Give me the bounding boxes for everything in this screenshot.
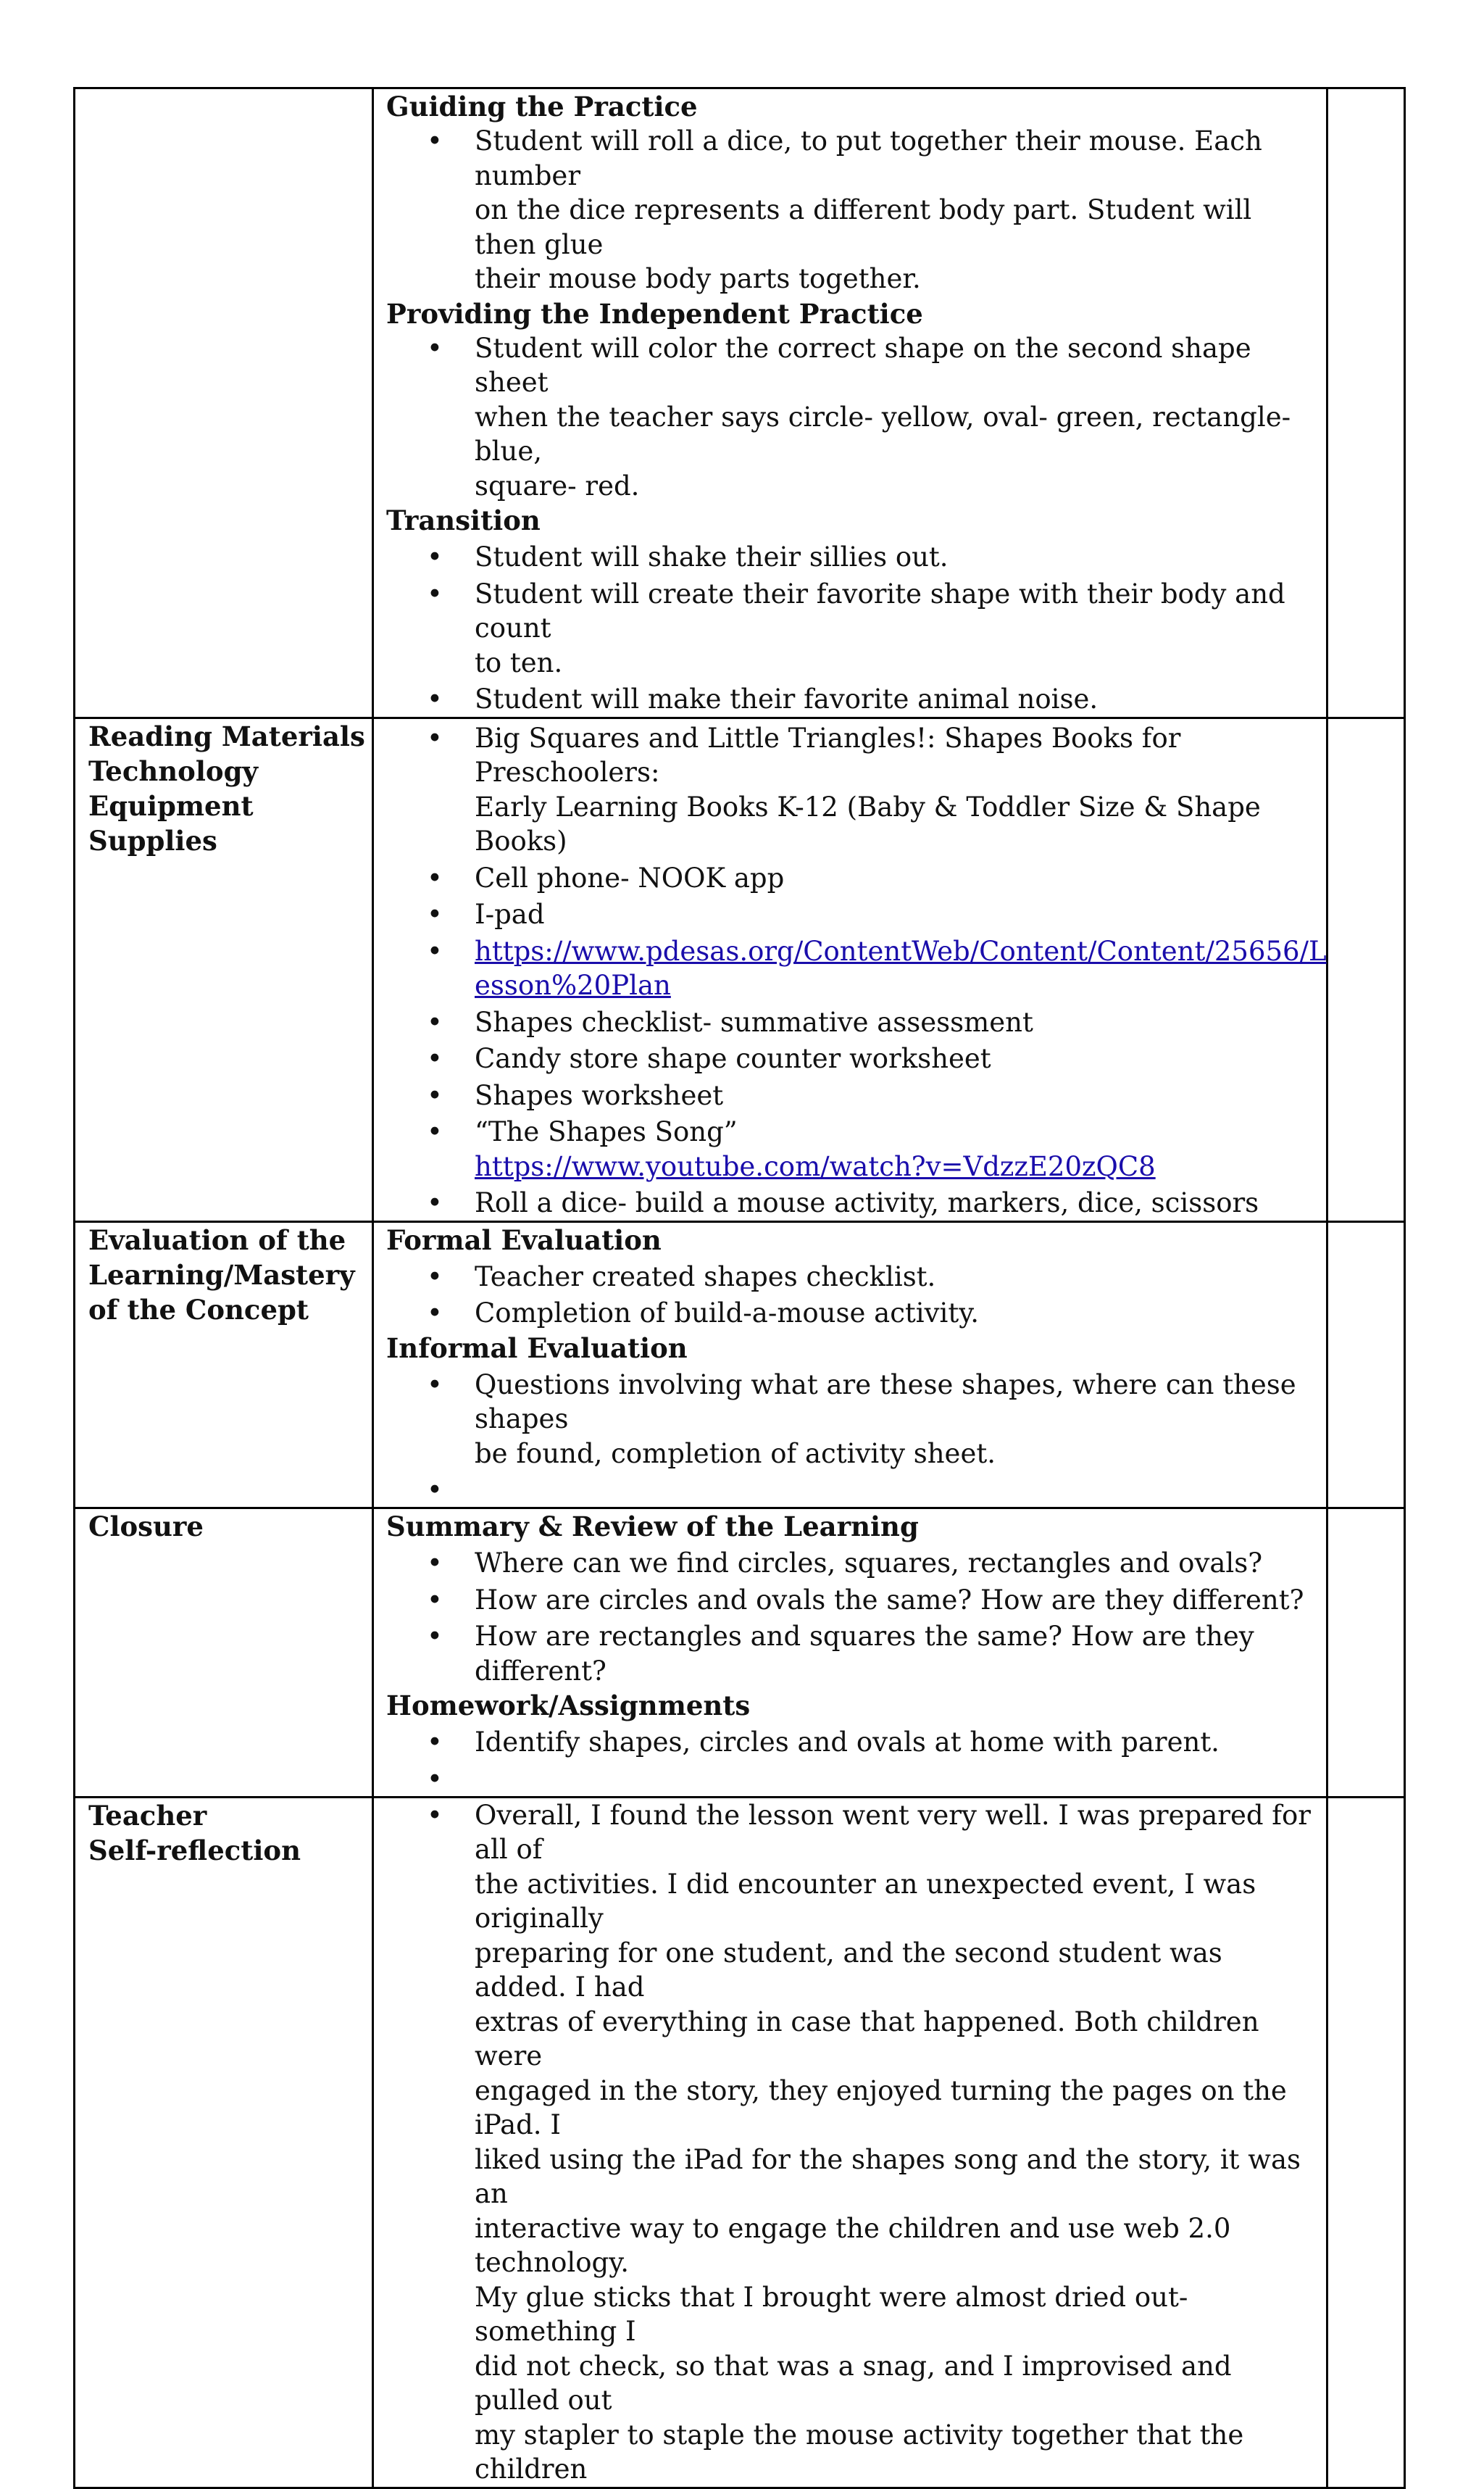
youtube-link[interactable]: https://www.youtube.com/watch?v=VdzzE20zQC8	[475, 1150, 1156, 1182]
bullet-list	[386, 1798, 1319, 2487]
list-item-line: • Student will make their favorite animal noise.	[475, 683, 1099, 715]
list-item-line: • I-pad	[475, 899, 545, 930]
list-item	[386, 1042, 1319, 1076]
list-item-line: square- red.	[475, 470, 640, 502]
list-item-line: • Completion of build-a-mouse activity.	[475, 1297, 979, 1329]
list-item-line: • Student will color the correct shape on the second shape sheet	[475, 332, 1251, 398]
row-content-cell	[373, 718, 1327, 1221]
row-label-line: Supplies	[88, 824, 217, 857]
section-heading: Formal Evaluation	[386, 1223, 662, 1256]
list-item	[386, 934, 1327, 1003]
row-label-line: Learning/Mastery	[88, 1258, 355, 1291]
table-row	[75, 718, 1405, 1221]
link-line[interactable]: • https://www.pdesas.org/ContentWeb/Content/Content/25656/L	[475, 935, 1327, 967]
list-item	[386, 1583, 1319, 1618]
list-item	[386, 124, 1319, 296]
row-label-line: Evaluation of the	[88, 1223, 346, 1256]
row-label-cell	[75, 88, 373, 718]
list-item	[386, 897, 1319, 932]
list-item-line: • Student will roll a dice, to put together their mouse. Each number	[475, 125, 1262, 191]
list-item-line: their mouse body parts together.	[475, 263, 921, 294]
row-label-cell	[75, 718, 373, 1221]
section-heading: Guiding the Practice	[386, 91, 698, 122]
row-label-line: Teacher	[88, 1799, 207, 1832]
list-item	[386, 1260, 1319, 1295]
list-item	[386, 721, 1319, 859]
list-item	[386, 861, 1319, 896]
table-row	[75, 1797, 1405, 2488]
table-row	[75, 1221, 1405, 1508]
bullet-list	[386, 1546, 1319, 1688]
list-item	[386, 1725, 1319, 1760]
row-label-line: Reading Materials	[88, 720, 365, 752]
list-item	[386, 1546, 1319, 1581]
list-item-line: • Student will create their favorite shape with their body and count	[475, 578, 1285, 644]
row-content-cell	[373, 1508, 1327, 1798]
section-heading: Summary & Review of the Learning	[386, 1511, 919, 1542]
section-heading: Providing the Independent Practice	[386, 297, 923, 330]
empty-cell	[1327, 88, 1405, 718]
row-content-cell	[373, 1221, 1327, 1508]
link-line[interactable]: esson%20Plan	[475, 970, 671, 1001]
list-item	[386, 540, 1319, 575]
empty-cell	[1327, 1508, 1405, 1798]
section-heading: Transition	[386, 504, 541, 536]
lesson-plan-table	[73, 87, 1406, 2489]
list-item-line: • Candy store shape counter worksheet	[475, 1043, 991, 1074]
bullet-list	[386, 540, 1319, 717]
row-label-cell	[75, 1797, 373, 2488]
row-label-line: Closure	[88, 1511, 204, 1542]
row-label-line: of the Concept	[88, 1293, 309, 1326]
list-item-line: • Big Squares and Little Triangles!: Shapes Books for Preschoolers:	[475, 722, 1181, 788]
section-heading: Homework/Assignments	[386, 1690, 751, 1721]
list-item-line: did not check, so that was a snag, and I improvised and pulled out	[475, 2350, 1232, 2416]
list-item-line: on the dice represents a different body part. Student will then glue	[475, 194, 1252, 260]
list-item	[386, 1798, 1319, 2487]
list-item-line: • Overall, I found the lesson went very well. I was prepared for all of	[475, 1799, 1311, 1865]
list-item-line: my stapler to staple the mouse activity together that the children	[475, 2419, 1244, 2485]
bullet-list	[386, 124, 1319, 296]
list-item-line: • Student will shake their sillies out.	[475, 541, 949, 573]
list-item-line: when the teacher says circle- yellow, oval- green, rectangle- blue,	[475, 401, 1291, 467]
row-label-cell	[75, 1508, 373, 1798]
list-item	[386, 1619, 1319, 1688]
list-item-line: • Cell phone- NOOK app	[475, 862, 785, 894]
empty-cell	[1327, 1221, 1405, 1508]
list-item-line: My glue sticks that I brought were almost dried out- something I	[475, 2281, 1188, 2347]
list-item	[386, 682, 1319, 717]
list-item	[386, 1368, 1319, 1471]
list-item	[386, 1186, 1319, 1221]
materials-list	[386, 721, 1327, 1221]
list-item-line: • Teacher created shapes checklist.	[475, 1260, 936, 1292]
list-item-line: interactive way to engage the children and use web 2.0 technology.	[475, 2212, 1231, 2278]
row-label-line: Technology	[88, 755, 258, 787]
empty-cell	[1327, 1797, 1405, 2488]
list-item-line: • Where can we find circles, squares, rectangles and ovals?	[475, 1547, 1263, 1579]
row-content-cell	[373, 1797, 1327, 2488]
list-item-line: engaged in the story, they enjoyed turning the pages on the iPad. I	[475, 2074, 1287, 2140]
list-item-line: extras of everything in case that happened. Both children were	[475, 2006, 1259, 2072]
bullet-list	[386, 1368, 1319, 1508]
list-item-line: the activities. I did encounter an unexpected event, I was originally	[475, 1868, 1256, 1934]
row-label-line: Self-reflection	[88, 1834, 301, 1866]
bullet-list	[386, 331, 1319, 504]
list-item	[386, 1296, 1319, 1331]
list-item	[386, 1005, 1319, 1040]
list-item-line: • How are circles and ovals the same? How are they different?	[475, 1584, 1304, 1616]
empty-cell	[1327, 718, 1405, 1221]
section-heading: Informal Evaluation	[386, 1331, 688, 1364]
row-label-line: Equipment	[88, 789, 254, 822]
list-item-empty	[386, 1473, 1319, 1507]
list-item-line: • Roll a dice- build a mouse activity, markers, dice, scissors	[475, 1187, 1259, 1218]
table-row	[75, 1508, 1405, 1798]
list-item-line: Early Learning Books K-12 (Baby & Toddler Size & Shape Books)	[475, 791, 1261, 857]
bullet-list	[386, 1725, 1319, 1796]
list-item	[386, 331, 1319, 504]
list-item	[386, 1115, 1319, 1184]
list-item	[386, 577, 1319, 681]
list-item	[386, 1079, 1319, 1113]
list-item-line: • Shapes checklist- summative assessment	[475, 1006, 1033, 1038]
list-item-line: preparing for one student, and the second student was added. I had	[475, 1937, 1222, 2003]
row-label-cell	[75, 1221, 373, 1508]
list-item-line	[475, 1762, 1319, 1796]
list-item-line: be found, completion of activity sheet.	[475, 1437, 996, 1469]
row-content-cell	[373, 88, 1327, 718]
list-item-line: • How are rectangles and squares the same? How are they different?	[475, 1621, 1254, 1687]
list-item-line: • Questions involving what are these shapes, where can these shapes	[475, 1368, 1296, 1434]
list-item-line: to ten.	[475, 647, 563, 678]
pdesas-link[interactable]	[475, 934, 1327, 1003]
list-item-empty	[386, 1762, 1319, 1796]
list-item-line: • “The Shapes Song”	[475, 1116, 738, 1147]
list-item-line: • Identify shapes, circles and ovals at home with parent.	[475, 1726, 1220, 1758]
list-item-line: liked using the iPad for the shapes song and the story, it was an	[475, 2143, 1301, 2209]
list-item-line	[475, 1473, 1319, 1507]
bullet-list	[386, 1260, 1319, 1331]
list-item-line: • Shapes worksheet	[475, 1079, 724, 1111]
table-row	[75, 88, 1405, 718]
